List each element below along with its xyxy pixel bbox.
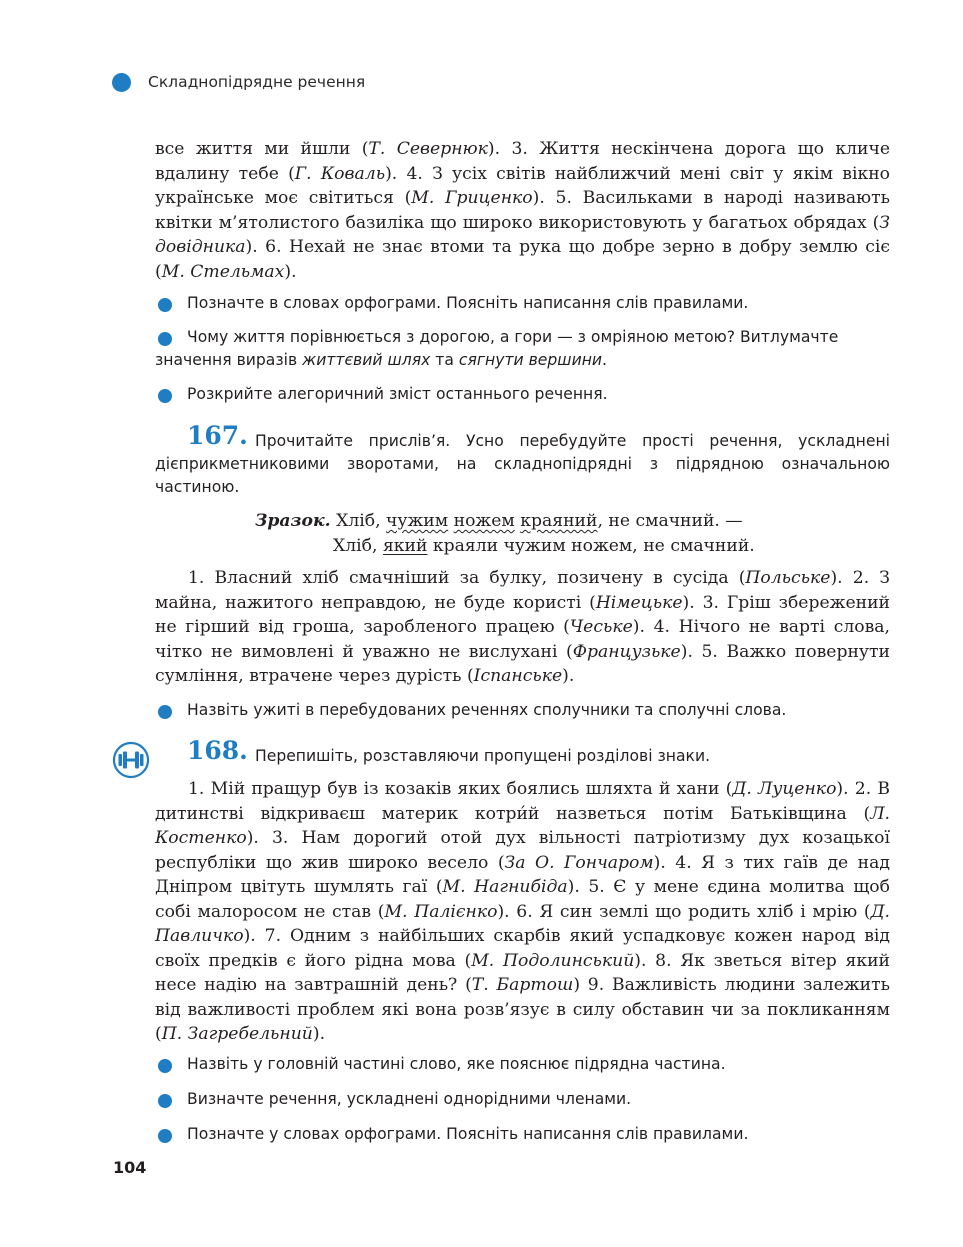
question-text: Позначте у словах орфограми. Поясніть написання слів правилами. xyxy=(187,1125,749,1143)
text-run: ). xyxy=(562,666,575,686)
source-attribution: П. Загребельний xyxy=(161,1024,313,1044)
question-text xyxy=(155,326,890,372)
header-bullet-icon xyxy=(112,73,131,92)
text-run: ). xyxy=(312,1024,326,1044)
text-run: 1. Мій пращур був із козаків яких боялись шляхта й хани ( xyxy=(188,779,733,799)
section-title: Складнопідрядне речення xyxy=(148,73,366,91)
text-run: ). 3. Гріш збережений не гірший від гроша, заробленого працею ( xyxy=(155,592,891,637)
sample-sentence-1 xyxy=(336,511,742,531)
task-instruction: Перепишіть, розставляючи пропущені розділові знаки. xyxy=(255,747,711,765)
text-run: ). 8. Як зветься вітер який несе надію на завтрашній день? ( xyxy=(155,950,890,995)
bullet-icon xyxy=(158,298,172,312)
task-168-bullet-1 xyxy=(155,1053,890,1076)
task-number: 168. xyxy=(187,736,248,765)
task-167-text xyxy=(155,566,890,689)
source-attribution: З довідника xyxy=(155,212,890,257)
bullet-icon xyxy=(158,1094,172,1108)
text-run: Розкрийте алегоричний зміст останнього речення. xyxy=(187,385,608,403)
question-text xyxy=(155,292,890,315)
text-run: 1. Власний хліб смачніший за булку, позичену в сусіда ( xyxy=(188,568,746,588)
source-attribution: Т. Севернюк xyxy=(368,139,488,159)
source-attribution: Д. Луценко xyxy=(732,779,837,799)
question-text xyxy=(155,383,890,406)
source-attribution: Французьке xyxy=(572,641,681,662)
text-run: ). 4. Нічого не варті слова, чітко не вимовлені й уважно не вислухані ( xyxy=(155,617,890,662)
proverbs-text xyxy=(155,566,890,689)
text-run: ). 4. Я з тих гаїв де над Дніпром цвітуть шумлять гаї ( xyxy=(155,852,890,897)
text-run: ) 9. Важливість людини залежить від важливості проблем які вона розв’язує в силу обставин чи за покликанням ( xyxy=(155,975,890,1044)
source-attribution: М. Палієнко xyxy=(384,901,498,922)
page-number: 104 xyxy=(113,1158,147,1177)
bullet-icon xyxy=(158,1059,172,1073)
task-168-text xyxy=(155,777,890,1047)
bullet-icon xyxy=(158,1129,172,1143)
sample-sentence-2 xyxy=(333,536,755,556)
task-number: 167. xyxy=(187,421,248,450)
text-run: ). 5. Васильками в народі називають квітки м’ятолистого базиліка що широко використовують у багатьох обрядах ( xyxy=(155,188,890,233)
sample-label: Зразок. xyxy=(255,511,331,531)
text-run: , не смачний. — xyxy=(597,511,743,531)
task-167 xyxy=(155,421,890,499)
question-bullet-3 xyxy=(155,383,890,406)
intro-text xyxy=(155,137,890,284)
source-attribution: М. Стельмах xyxy=(161,261,285,282)
dumbbell-icon xyxy=(112,741,150,779)
source-attribution: Д. Павличко xyxy=(155,901,891,946)
task-168 xyxy=(155,736,890,768)
text-run: Хліб, xyxy=(333,535,383,556)
source-attribution: М. Подолинський xyxy=(471,950,635,971)
section-header xyxy=(112,70,365,94)
text-run: ). 3. Життя нескінчена дорога що кличе вдалину тебе ( xyxy=(155,139,891,184)
source-attribution: життєвий шлях xyxy=(302,351,431,369)
task-167-bullet xyxy=(155,699,890,722)
bullet-icon xyxy=(158,389,172,403)
underlined-word: чужим xyxy=(386,511,449,531)
text-run: . xyxy=(602,351,608,369)
question-text: Назвіть ужиті в перебудованих реченнях сполучники та сполучні слова. xyxy=(187,701,787,719)
text-run: ). 7. Одним з найбільших скарбів який успадковує кожен народ від своїх предків є його рідна мова ( xyxy=(155,926,890,971)
text-run: ). 6. Я син землі що родить хліб і мрію ( xyxy=(497,901,871,922)
text-run: ). 4. З усіх світів найближчий мені світ у якім вікно українське моє світиться ( xyxy=(155,163,890,208)
source-attribution: Іспанське xyxy=(473,666,563,686)
text-run: ). 3. Нам дорогий отой дух вільності патріотизму дух козацької республіки що жив широко весело ( xyxy=(155,828,890,873)
source-attribution: Чеське xyxy=(569,617,633,637)
bullet-icon xyxy=(158,705,172,719)
text-run: краяли чужим ножем, не смачний. xyxy=(427,535,755,556)
text-run: ). 2. В дитинстві відкриваєш материк котри́й назветься потім Батьківщина ( xyxy=(155,779,891,824)
question-bullet-1 xyxy=(155,292,890,315)
sample-block xyxy=(255,509,755,558)
bullet-icon xyxy=(158,332,172,346)
text-run: та xyxy=(430,351,459,369)
text-run: Хліб, xyxy=(336,511,387,531)
source-attribution: Т. Бартош xyxy=(471,975,574,995)
question-text: Визначте речення, ускладнені однорідними членами. xyxy=(187,1090,632,1108)
text-run: Позначте в словах орфограми. Поясніть написання слів правилами. xyxy=(187,294,749,312)
underlined-word: ножем xyxy=(453,511,515,531)
sample-line-1 xyxy=(255,509,755,534)
source-attribution: Г. Коваль xyxy=(294,163,386,184)
question-bullet-2 xyxy=(155,326,890,372)
text-run: все життя ми йшли ( xyxy=(155,139,369,159)
source-attribution: М. Гриценко xyxy=(411,188,533,208)
text-run: ). xyxy=(284,261,297,282)
source-attribution: Польське xyxy=(745,568,831,588)
task-168-bullet-2 xyxy=(155,1088,890,1111)
underlined-word: краяний xyxy=(520,511,598,531)
sample-line-2 xyxy=(255,534,755,559)
source-attribution: За О. Гончаром xyxy=(504,852,654,873)
task-168-bullet-3 xyxy=(155,1123,890,1146)
text-run: ). 5. Важко повернути сумління, втрачене через дурість ( xyxy=(155,641,890,686)
source-attribution: Л. Костенко xyxy=(155,803,890,848)
source-attribution: сягнути вершини xyxy=(458,351,603,369)
task-instruction: Прочитайте прислів’я. Усно перебудуйте прості речення, ускладнені дієприкметниковими зворотами, на складнопідрядні з підрядною означальною частиною. xyxy=(155,432,890,496)
source-attribution: Німецьке xyxy=(595,592,683,613)
source-attribution: М. Нагнибіда xyxy=(442,877,568,897)
intro-paragraph xyxy=(155,137,890,284)
text-run: ). 6. Нехай не знає втоми та рука що добре зерно в добру землю сіє ( xyxy=(155,237,890,282)
underlined-word: який xyxy=(382,535,428,556)
text-run: ). 2. З майна, нажитого неправдою, не буде користі ( xyxy=(155,568,891,613)
question-text: Назвіть у головній частині слово, яке пояснює підрядна частина. xyxy=(187,1055,726,1073)
text-run: Чому життя порівнюється з дорогою, а гори — з омріяною метою? Витлумачте значення виразів xyxy=(155,328,839,369)
text-run: ). 5. Є у мене єдина молитва щоб собі малоросом не став ( xyxy=(155,877,890,922)
sentences-text xyxy=(155,777,890,1047)
